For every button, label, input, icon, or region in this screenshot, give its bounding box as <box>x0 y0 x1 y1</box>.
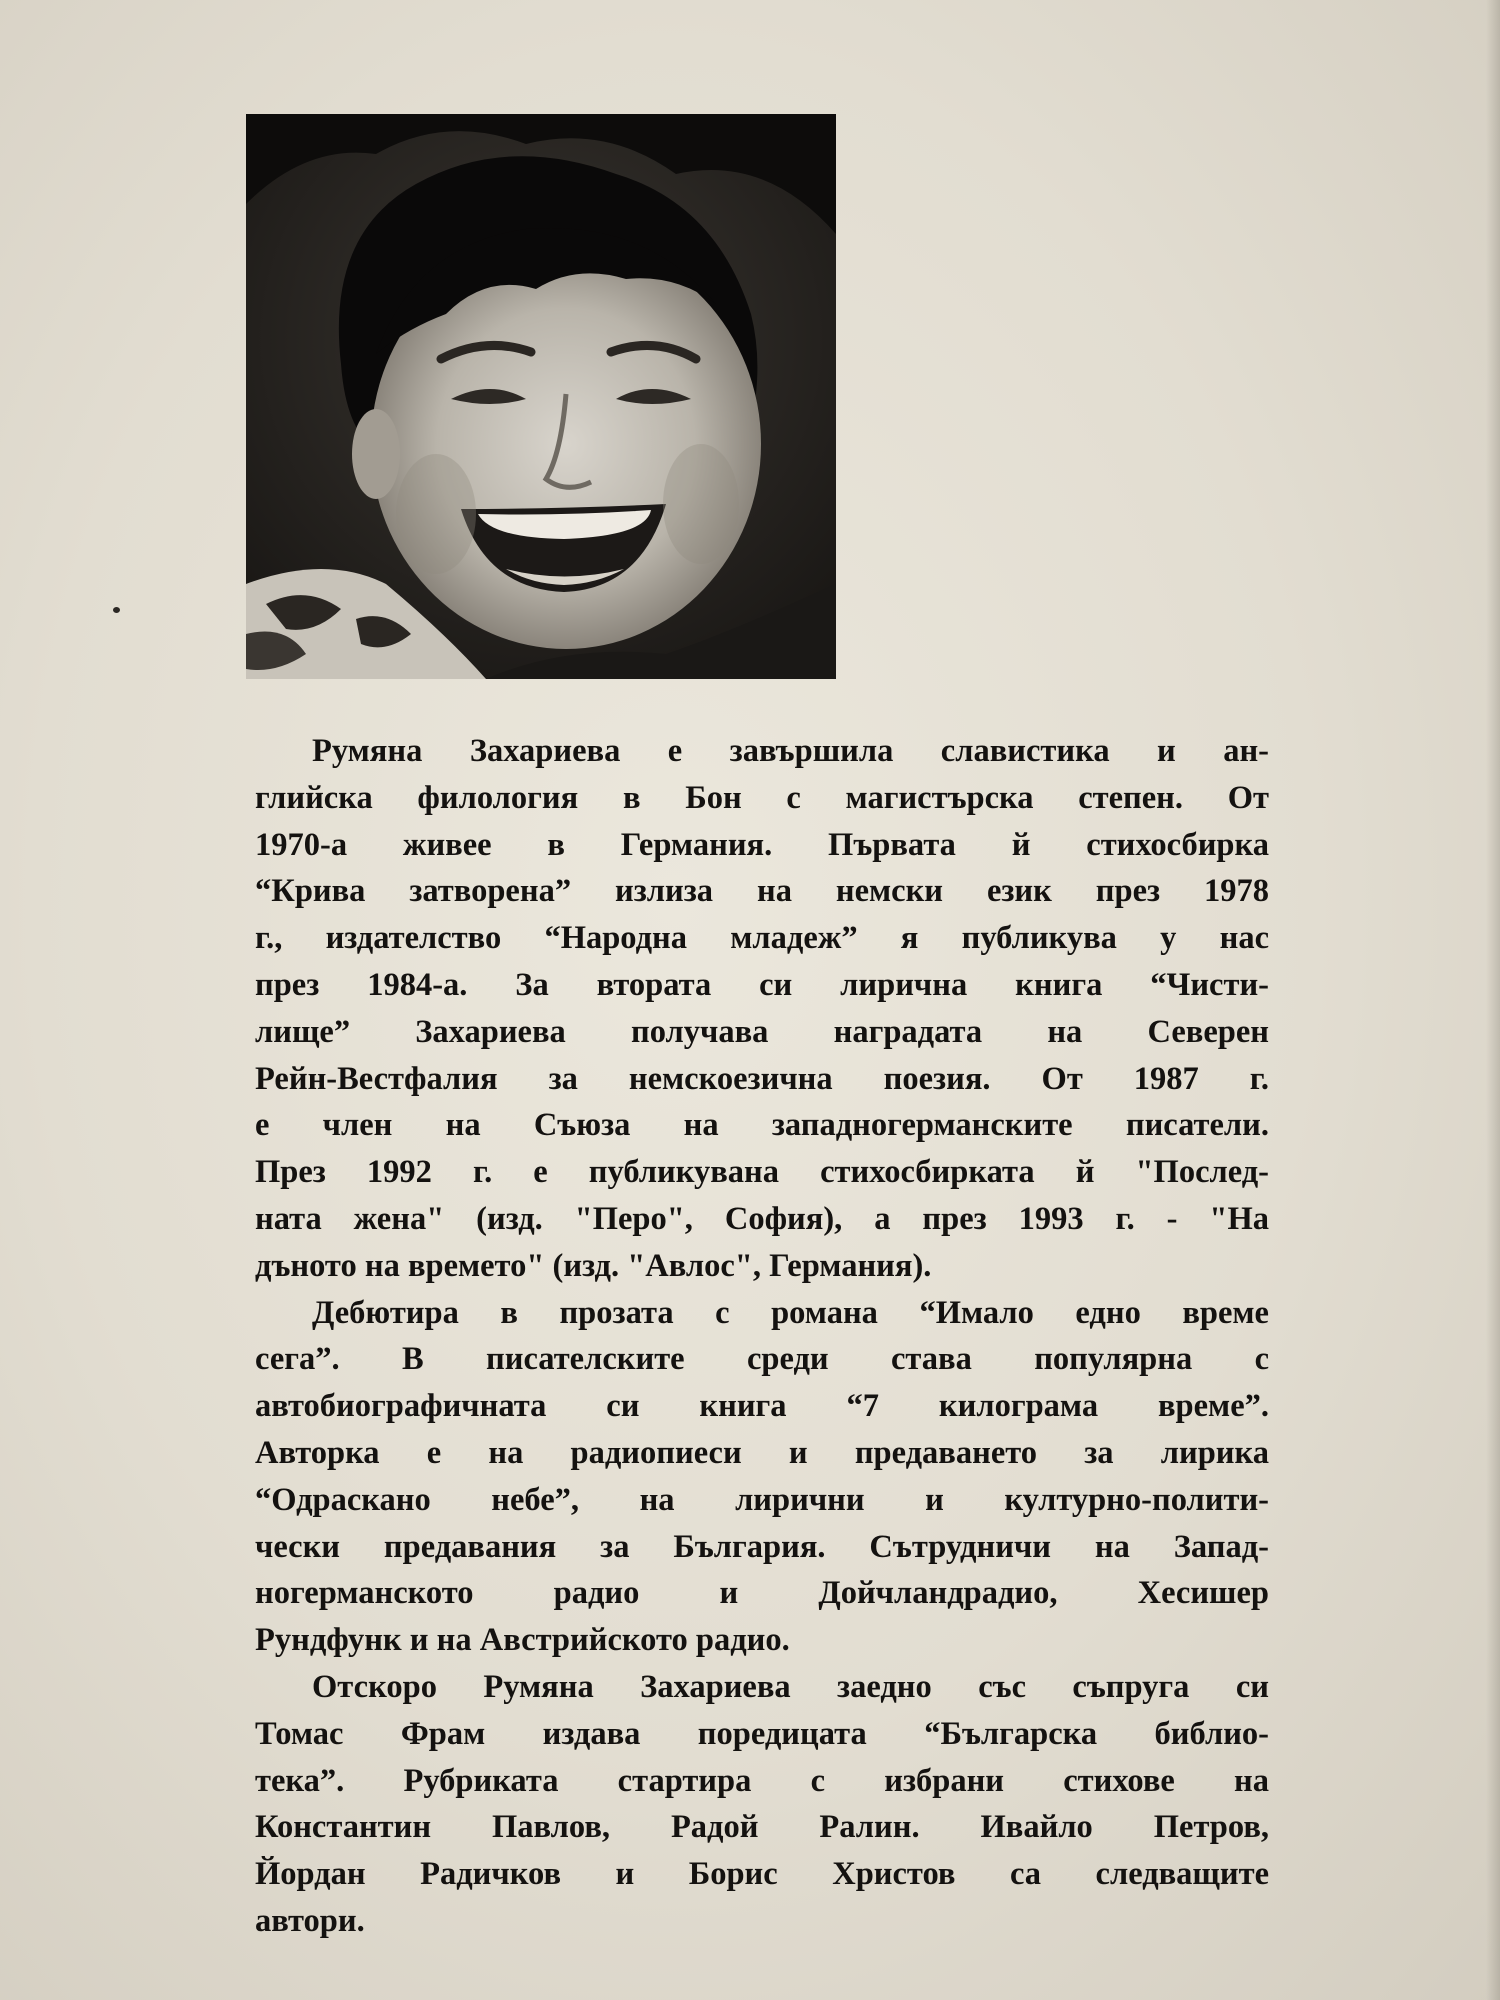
bio-line: “Крива затворена” излиза на немски език през 1978 <box>255 873 1269 910</box>
bio-paragraph <box>255 1290 1269 1664</box>
bio-line: ната жена" (изд. "Перо", София), а през 1993 г. - "На <box>255 1200 1269 1237</box>
author-portrait-photo <box>246 114 836 679</box>
bio-line: Отскоро Румяна Захариева заедно със съпруга си <box>312 1668 1269 1705</box>
page-edge-shadow <box>1486 0 1500 2000</box>
bio-line: тека”. Рубриката стартира с избрани стихове на <box>255 1762 1269 1799</box>
bio-line: Румяна Захариева е завършила славистика и ан- <box>312 733 1269 769</box>
bio-line: глийска филология в Бон с магистърска степен. От <box>255 779 1269 816</box>
bio-line: лище” Захариева получава наградата на Северен <box>255 1013 1269 1050</box>
bio-line: Авторка е на радиопиеси и предаването за лирика <box>255 1434 1269 1471</box>
author-portrait-icon <box>246 114 836 679</box>
bio-line: Йордан Радичков и Борис Христов са следващите <box>255 1856 1269 1893</box>
bio-line: Рейн-Вестфалия за немскоезична поезия. От 1987 г. <box>255 1060 1269 1097</box>
bio-line: 1970-а живее в Германия. Първата й стихосбирка <box>255 826 1269 863</box>
bio-line: сега”. В писателските среди става популярна с <box>255 1341 1269 1378</box>
bio-line: Томас Фрам издава поредицата “Българска библио- <box>255 1715 1269 1752</box>
bio-line: автобиографичната си книга “7 килограма време”. <box>255 1388 1269 1425</box>
bio-line: През 1992 г. е публикувана стихосбирката й "Послед- <box>255 1154 1269 1191</box>
bio-line: Константин Павлов, Радой Ралин. Ивайло Петров, <box>255 1809 1269 1846</box>
bio-line: Дебютира в прозата с романа “Имало едно време <box>312 1294 1269 1331</box>
bio-line: Рундфунк и на Австрийското радио. <box>255 1622 790 1659</box>
bio-line: през 1984-а. За втората си лирична книга “Чисти- <box>255 966 1269 1003</box>
paper-speck <box>113 607 120 613</box>
bio-line: г., издателство “Народна младеж” я публикува у нас <box>255 920 1269 957</box>
bio-line: “Одраскано небе”, на лирични и културно-полити- <box>255 1481 1269 1518</box>
bio-line: автори. <box>255 1902 365 1939</box>
bio-paragraph <box>255 1664 1269 1945</box>
bio-line: е член на Съюза на западногерманските писатели. <box>255 1107 1269 1144</box>
bio-paragraph <box>255 728 1269 1290</box>
bio-line: ногерманското радио и Дойчландрадио, Хесишер <box>255 1575 1269 1612</box>
bio-line: чески предавания за България. Сътрудничи на Запад- <box>255 1528 1269 1565</box>
bio-line: дъното на времето" (изд. "Авлос", Германия). <box>255 1247 932 1284</box>
author-biography <box>255 728 1269 1945</box>
